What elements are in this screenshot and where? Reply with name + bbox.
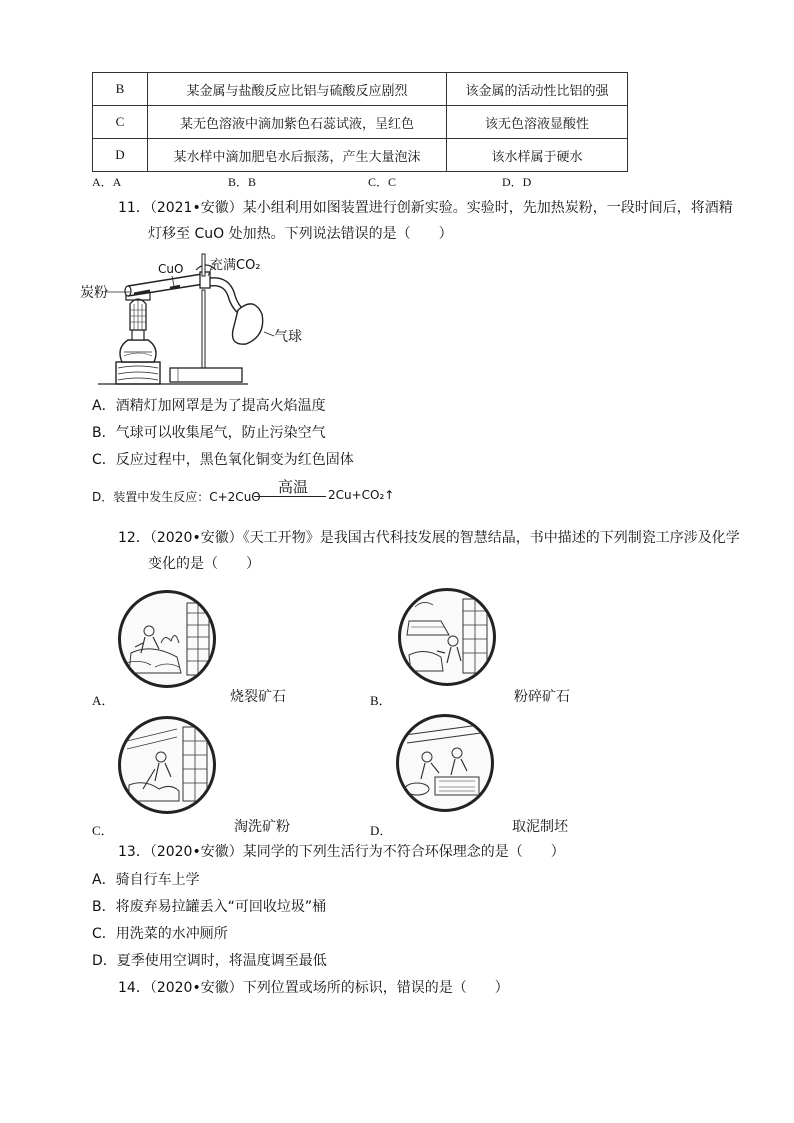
table-row	[93, 106, 628, 139]
apparatus-diagram	[78, 252, 308, 388]
q11-stem-line1: 11．（2021•安徽）某小组利用如图装置进行创新实验。实验时，先加热炭粉，一段时间后，将酒精	[118, 200, 733, 216]
table-row	[93, 73, 628, 106]
image-burning-ore	[118, 590, 216, 688]
choice-b: B．B	[228, 175, 257, 189]
q13-option-d: D．夏季使用空调时，将温度调至最低	[92, 953, 327, 969]
label-balloon: 气球	[274, 329, 302, 345]
q10-choices	[92, 173, 612, 189]
q13-option-b: B．将废弃易拉罐丢入“可回收垃圾”桶	[92, 899, 327, 915]
table-cell-conclusion: 该金属的活动性比铝的强	[447, 73, 628, 106]
label-carbon: 炭粉	[80, 285, 108, 301]
q12-caption-a: 烧裂矿石	[230, 689, 286, 705]
table-cell-option: C	[93, 106, 148, 139]
table-cell-option: D	[93, 139, 148, 172]
option-d-suffix: 2Cu+CO₂↑	[328, 488, 395, 502]
q12-stem-line1: 12．（2020•安徽）《天工开物》是我国古代科技发展的智慧结晶，书中描述的下列制瓷工序涉及化学	[118, 530, 740, 546]
q12-letter-b: B．	[370, 693, 392, 708]
table-cell-conclusion: 该水样属于硬水	[447, 139, 628, 172]
choice-c: C．C	[368, 175, 397, 189]
label-co2: 充满CO₂	[210, 258, 261, 273]
q12-letter-a: A．	[92, 693, 115, 708]
label-cuo: CuO	[158, 262, 184, 276]
q13-stem: 13．（2020•安徽）某同学的下列生活行为不符合环保理念的是（ ）	[118, 844, 565, 860]
q11-apparatus-figure	[78, 252, 308, 388]
image-washing-ore	[118, 716, 216, 814]
table-cell-fact: 某水样中滴加肥皂水后振荡，产生大量泡沫	[148, 139, 447, 172]
q13-option-a: A．骑自行车上学	[92, 872, 200, 888]
q12-caption-d: 取泥制坯	[512, 819, 568, 835]
reaction-condition: 高温	[278, 478, 309, 496]
q11-option-c: C．反应过程中，黑色氧化铜变为红色固体	[92, 452, 354, 468]
q12-caption-c: 淘洗矿粉	[234, 819, 290, 835]
image-making-clay-blank	[396, 714, 494, 812]
table-cell-fact: 某无色溶液中滴加紫色石蕊试液，呈红色	[148, 106, 447, 139]
image-crushing-ore	[398, 588, 496, 686]
q11-option-a: A．酒精灯加网罩是为了提高火焰温度	[92, 398, 326, 414]
table-cell-option: B	[93, 73, 148, 106]
table-cell-fact: 某金属与盐酸反应比铝与硫酸反应剧烈	[148, 73, 447, 106]
q11-option-d	[92, 476, 512, 506]
option-d-prefix: D．装置中发生反应：C+2CuO	[92, 490, 261, 504]
option-table	[92, 72, 628, 172]
q14-stem: 14．（2020•安徽）下列位置或场所的标识，错误的是（ ）	[118, 980, 509, 996]
q12-caption-b: 粉碎矿石	[514, 689, 570, 705]
choice-d: D．D	[502, 175, 532, 189]
q12-letter-c: C．	[92, 823, 114, 838]
table-row	[93, 139, 628, 172]
q11-option-b: B．气球可以收集尾气，防止污染空气	[92, 425, 326, 441]
q12-stem-line2: 变化的是（ ）	[148, 556, 260, 572]
table-cell-conclusion: 该无色溶液显酸性	[447, 106, 628, 139]
choice-a: A．A	[92, 175, 122, 189]
q13-option-c: C．用洗菜的水冲厕所	[92, 926, 228, 942]
q11-stem-line2: 灯移至 CuO 处加热。下列说法错误的是（ ）	[148, 226, 453, 242]
q12-letter-d: D．	[370, 823, 393, 838]
reaction-arrow-line	[254, 496, 326, 497]
